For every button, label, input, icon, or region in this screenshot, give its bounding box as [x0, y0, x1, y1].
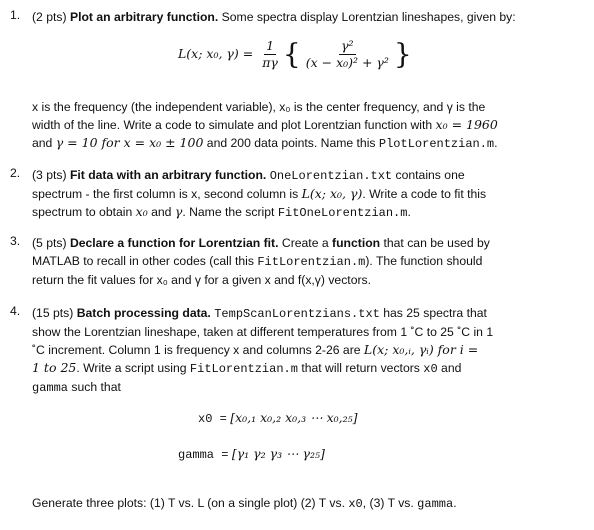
question-title: Batch processing data. — [76, 306, 211, 320]
vector-lhs: gamma = — [178, 448, 229, 462]
body-text: . — [453, 496, 457, 510]
vector-rhs: [γ₁ γ₂ γ₃ ⋯ γ₂₅] — [231, 446, 325, 461]
question-1-description — [32, 98, 582, 153]
body-text: Create a — [278, 236, 333, 250]
q2-line — [32, 166, 582, 185]
body-text: ˚C increment. Column 1 is frequency x and columns 2-26 are — [32, 343, 364, 357]
desc-text: and 200 data points. Name this — [203, 136, 379, 150]
question-1-heading — [32, 8, 582, 26]
body-text: ). The function should — [365, 254, 483, 268]
desc-line — [32, 134, 582, 153]
question-number: 2. — [10, 166, 21, 180]
desc-line: x is the frequency (the independent variable), x₀ is the center frequency, and γ is the — [32, 100, 486, 114]
script-name: FitLorentzian.m — [189, 362, 298, 376]
body-text: has 25 spectra that — [379, 306, 487, 320]
q3-line: return the fit values for x₀ and γ for a given x and f(x,γ) vectors. — [32, 273, 372, 287]
body-bold: function — [332, 236, 381, 250]
body-text: MATLAB to recall in other codes (call this — [32, 254, 258, 268]
body-text: . Write a code to fit this — [362, 187, 487, 201]
final-instruction — [32, 494, 582, 513]
q4-line: show the Lorentzian lineshape, taken at different temperatures from 1 ˚C to 25 ˚C in 1 — [32, 325, 494, 339]
question-title: Plot an arbitrary function. — [69, 10, 219, 24]
script-name: FitLorentzian.m — [257, 255, 366, 269]
body-text: . Name the script — [182, 205, 278, 219]
inner-numerator: γ² — [341, 38, 354, 53]
inner-denominator: (x − x₀)² + γ² — [305, 55, 389, 70]
body-math: L(x; x₀, γ) — [301, 186, 363, 201]
body-text: . — [407, 205, 411, 219]
desc-line — [32, 116, 582, 134]
coefficient-fraction — [260, 38, 280, 71]
body-text: contains one — [392, 168, 465, 182]
question-3-body — [32, 234, 582, 289]
points-label: (3 pts) — [32, 168, 67, 182]
body-math: 1 to 25 — [32, 360, 77, 375]
file-name: OneLorentzian.txt — [269, 169, 393, 183]
x0-vector-equation — [198, 410, 358, 426]
coef-numerator: 1 — [266, 38, 275, 53]
vector-rhs: [x₀,₁ x₀,₂ x₀,₃ ⋯ x₀,₂₅] — [230, 410, 358, 425]
right-brace: } — [393, 37, 412, 71]
equation-lhs: L(x; x₀, γ) = — [178, 46, 254, 61]
body-text: that can be used by — [380, 236, 490, 250]
variable-name: x0 — [348, 497, 363, 511]
q4-line — [32, 378, 582, 397]
q2-line — [32, 203, 582, 222]
left-brace: { — [282, 37, 301, 71]
q4-line — [32, 304, 582, 323]
question-4-body — [32, 304, 582, 397]
question-title: Fit data with an arbitrary function. — [69, 168, 267, 182]
desc-text: width of the line. Write a code to simulate and plot Lorentzian function with — [32, 118, 436, 132]
body-math: L(x; x₀,ᵢ, γᵢ) for i = — [363, 342, 479, 357]
points-label: (15 pts) — [32, 306, 74, 320]
points-label: (2 pts) — [32, 10, 67, 24]
gamma-vector-equation — [178, 446, 325, 462]
body-text: and — [147, 205, 175, 219]
script-name: PlotLorentzian.m — [378, 137, 495, 151]
points-label: (5 pts) — [32, 236, 67, 250]
variable-name: gamma — [417, 497, 454, 511]
body-math: x₀ — [135, 204, 148, 219]
coef-denominator: πγ — [262, 55, 278, 70]
q3-line — [32, 252, 582, 271]
q4-line — [32, 359, 582, 378]
body-text: and — [437, 361, 462, 375]
variable-name: x0 — [423, 362, 438, 376]
desc-text: . — [494, 136, 498, 150]
body-text: , (3) T vs. — [362, 496, 418, 510]
question-number: 3. — [10, 234, 21, 248]
q2-line — [32, 185, 582, 203]
question-2-body — [32, 166, 582, 222]
body-math: γ — [174, 204, 183, 219]
file-name: TempScanLorentzians.txt — [214, 307, 380, 321]
body-text: Generate three plots: (1) T vs. L (on a single plot) (2) T vs. — [32, 496, 349, 510]
desc-math: x₀ = 1960 — [435, 117, 498, 132]
body-text: spectrum to obtain — [32, 205, 136, 219]
body-text: spectrum - the first column is x, second column is — [32, 187, 302, 201]
body-text: . Write a script using — [76, 361, 190, 375]
script-name: FitOneLorentzian.m — [277, 206, 408, 220]
desc-text: and — [32, 136, 56, 150]
vector-lhs: x0 = — [198, 412, 227, 426]
body-text: such that — [68, 380, 121, 394]
desc-math: γ = 10 for x = x₀ ± 100 — [55, 135, 204, 150]
q4-line — [32, 341, 582, 359]
q3-line — [32, 234, 582, 252]
lorentzian-equation — [178, 38, 412, 71]
intro-text: Some spectra display Lorentzian lineshapes, given by: — [221, 10, 516, 24]
question-number: 1. — [10, 8, 21, 22]
inner-fraction — [304, 38, 391, 71]
question-title: Declare a function for Lorentzian fit. — [69, 236, 279, 250]
variable-name: gamma — [32, 381, 69, 395]
question-number: 4. — [10, 304, 21, 318]
body-text: that will return vectors — [297, 361, 424, 375]
